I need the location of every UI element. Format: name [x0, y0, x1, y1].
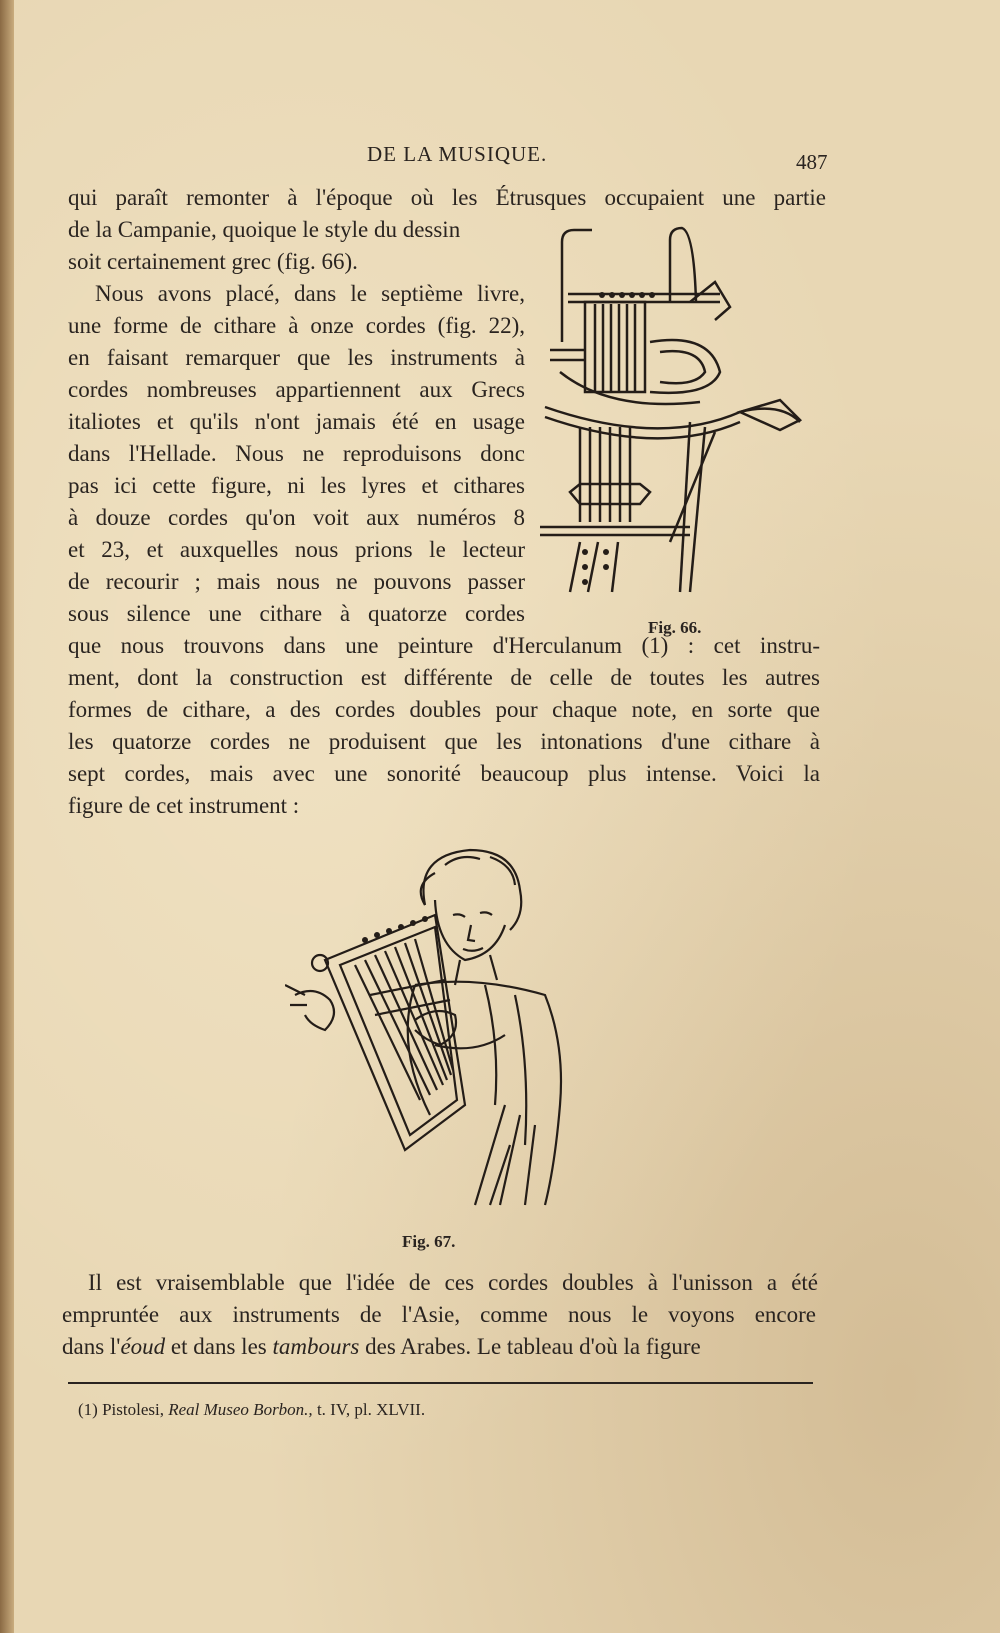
text-fragment: des Arabes. Le tableau d'où la figure: [359, 1334, 701, 1359]
footnote-reference: t. IV, pl. XLVII.: [316, 1400, 426, 1419]
text-line: une forme de cithare à onze cordes (fig. 22),: [68, 313, 525, 338]
text-line: dans l'Hellade. Nous ne reproduisons donc: [68, 441, 525, 466]
footnote: [78, 1400, 425, 1420]
text-line: italiotes et qu'ils n'ont jamais été en usage: [68, 409, 525, 434]
footnote-rule: [68, 1382, 813, 1384]
text-line: sous silence une cithare à quatorze cordes: [68, 601, 525, 626]
italic-term: éoud: [120, 1334, 166, 1359]
text-line: Nous avons placé, dans le septième livre,: [95, 281, 525, 306]
text-fragment: dans l': [62, 1334, 121, 1359]
text-line-with-italics: [62, 1331, 816, 1362]
text-line: et 23, et auxquelles nous prions le lecteur: [68, 537, 525, 562]
text-line: soit certainement grec (fig. 66).: [68, 249, 358, 274]
text-line: les quatorze cordes ne produisent que les intonations d'une cithare à: [68, 729, 820, 754]
text-fragment: et dans les: [165, 1334, 273, 1359]
text-line: à douze cordes qu'on voit aux numéros 8: [68, 505, 525, 530]
text-line: Il est vraisemblable que l'idée de ces cordes doubles à l'unisson a été: [88, 1270, 818, 1295]
footnote-author: Pistolesi,: [102, 1400, 164, 1419]
text-line: que nous trouvons dans une peinture d'Herculanum (1) : cet instru-: [68, 633, 820, 658]
footnote-marker: (1): [78, 1400, 98, 1419]
text-line: cordes nombreuses appartiennent aux Grecs: [68, 377, 525, 402]
text-line: qui paraît remonter à l'époque où les Étrusques occupaient une partie: [68, 185, 826, 210]
figure-67-engraving: [285, 845, 595, 1220]
text-line: en faisant remarquer que les instruments à: [68, 345, 525, 370]
page-number: 487: [796, 150, 828, 174]
text-line: de recourir ; mais nous ne pouvons passer: [68, 569, 525, 594]
text-line: figure de cet instrument :: [68, 793, 300, 818]
figure-67-caption: Fig. 67.: [402, 1232, 456, 1251]
figure-66-caption: Fig. 66.: [648, 618, 702, 637]
text-line: de la Campanie, quoique le style du dessin: [68, 217, 461, 242]
text-line: pas ici cette figure, ni les lyres et cithares: [68, 473, 525, 498]
running-header: DE LA MUSIQUE.: [367, 142, 548, 166]
text-line: formes de cithare, a des cordes doubles pour chaque note, en sorte que: [68, 697, 820, 722]
text-line: sept cordes, mais avec une sonorité beaucoup plus intense. Voici la: [68, 761, 820, 786]
figure-66-engraving: [540, 222, 830, 622]
footnote-work: Real Museo Borbon.,: [168, 1400, 313, 1419]
page-edge: [0, 0, 14, 1633]
text-line: empruntée aux instruments de l'Asie, comme nous le voyons encore: [62, 1302, 816, 1327]
text-line: ment, dont la construction est différente de celle de toutes les autres: [68, 665, 820, 690]
italic-term: tambours: [272, 1334, 360, 1359]
